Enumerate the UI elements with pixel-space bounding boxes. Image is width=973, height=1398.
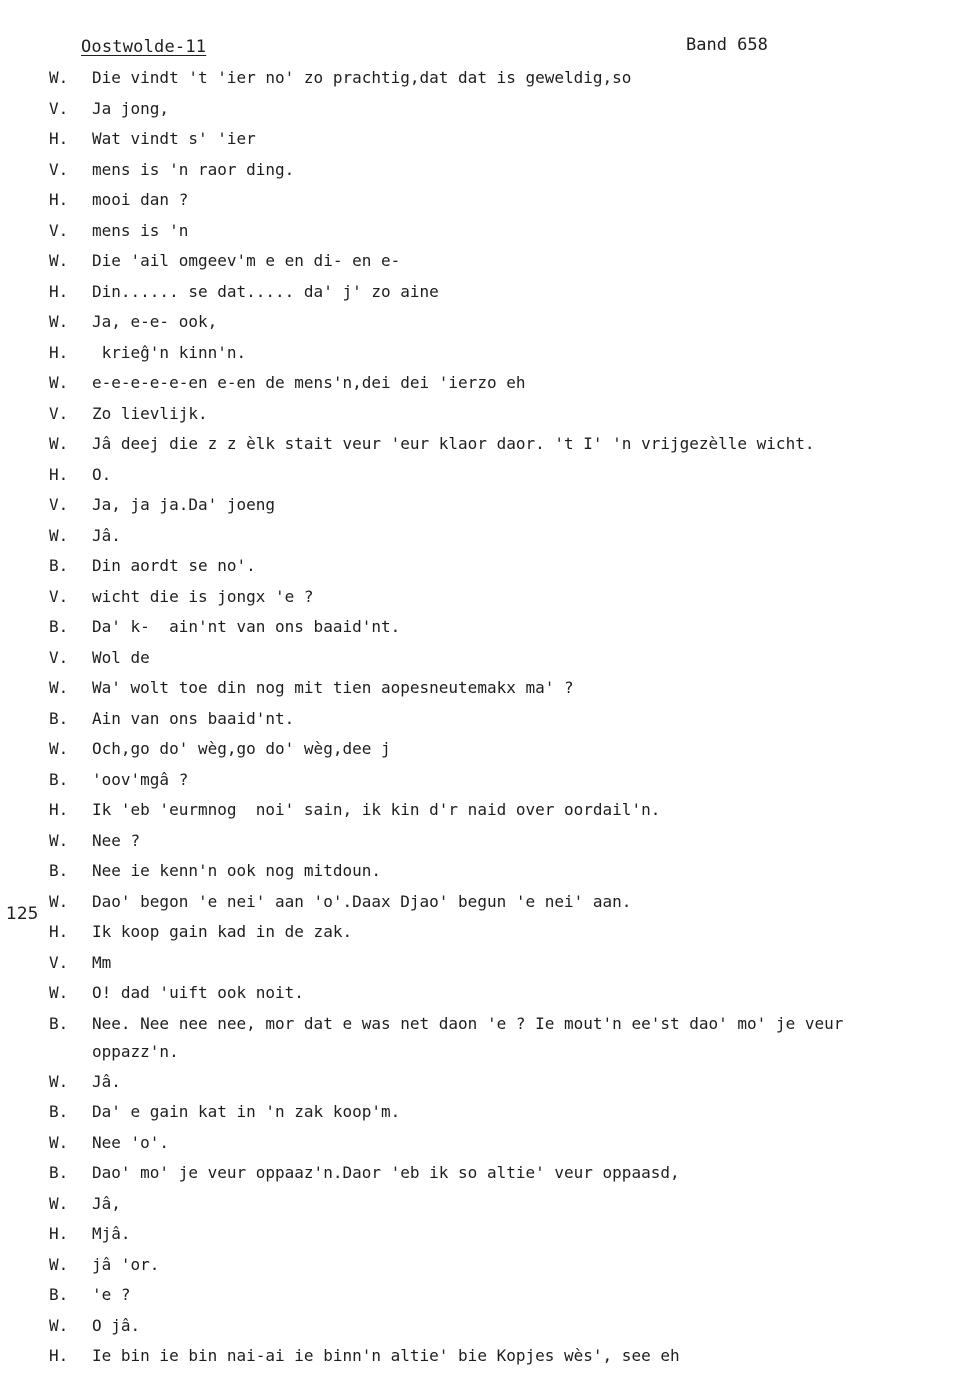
utterance-text: Dao' begon 'e nei' aan 'o'.Daax Djao' begun 'e nei' aan.: [92, 891, 632, 911]
transcript-line: [0, 128, 973, 159]
transcript-line: [0, 311, 973, 342]
speaker-label: W.: [49, 1071, 69, 1091]
transcript-line: [0, 98, 973, 129]
utterance-text: jâ 'or.: [92, 1254, 160, 1274]
utterance-text: Da' k- ain'nt van ons baaid'nt.: [92, 617, 401, 636]
utterance-text: Ja, ja ja.Da' joeng: [92, 495, 276, 514]
utterance-text: 'oov'mgâ ?: [92, 769, 189, 789]
speaker-label: W.: [49, 1315, 69, 1335]
transcript-line: [0, 891, 973, 922]
speaker-label: H.: [49, 281, 69, 301]
utterance-text: Jâ.: [92, 1071, 121, 1091]
utterance-text: Och,go do' wèg,go do' wèg,dee j: [92, 739, 391, 758]
transcript-line: [0, 189, 973, 220]
speaker-label: H.: [49, 464, 69, 484]
transcript-line: [0, 830, 973, 861]
utterance-text: Din...... se dat..... da' j' zo aine: [92, 281, 439, 301]
utterance-text: Nee 'o'.: [92, 1132, 170, 1152]
utterance-text: Jâ deej die z z èlk stait veur 'eur klaor daor. 't I' 'n vrijgezèlle wicht.: [92, 434, 815, 453]
speaker-label: V.: [49, 647, 69, 667]
speaker-label: B.: [49, 1285, 69, 1304]
speaker-label: B.: [49, 1102, 69, 1121]
speaker-label: W.: [49, 830, 69, 850]
transcript-line: [0, 1071, 973, 1102]
utterance-text: Mm: [92, 952, 112, 972]
speaker-label: W.: [49, 891, 69, 911]
transcript-line: [0, 1101, 973, 1132]
transcript-line: [0, 1345, 973, 1376]
utterance-text: mooi dan ?: [92, 190, 189, 209]
utterance-text: Ain van ons baaid'nt.: [92, 708, 295, 728]
speaker-label: B.: [49, 617, 69, 636]
utterance-text: Da' e gain kat in 'n zak koop'm.: [92, 1102, 401, 1121]
transcript-line: [0, 1254, 973, 1285]
utterance-text: wicht die is jongx 'e ?: [92, 586, 314, 606]
utterance-text: Nee ie kenn'n ook nog mitdoun.: [92, 861, 381, 880]
utterance-text: Jâ.: [92, 525, 121, 545]
transcript-line: [0, 159, 973, 190]
speaker-label: W.: [49, 312, 69, 331]
speaker-label: W.: [49, 68, 69, 87]
transcript-line: [0, 67, 973, 98]
speaker-label: B.: [49, 556, 69, 575]
utterance-text: Wol de: [92, 647, 150, 667]
speaker-label: H.: [49, 190, 69, 209]
margin-note: 125: [6, 904, 39, 924]
speaker-label: W.: [49, 1254, 69, 1274]
speaker-label: H.: [49, 800, 69, 819]
utterance-continuation: oppazz'n.: [92, 1041, 179, 1061]
speaker-label: W.: [49, 251, 69, 270]
speaker-label: H.: [49, 1224, 69, 1243]
transcript-line: [0, 647, 973, 678]
transcript-line: [0, 769, 973, 800]
transcript-line: [0, 1223, 973, 1254]
utterance-text: Zo lievlijk.: [92, 403, 208, 423]
transcript-line: [0, 1013, 973, 1071]
transcript-line: [0, 464, 973, 495]
transcript-line: [0, 525, 973, 556]
transcript-line: [0, 616, 973, 647]
speaker-label: W.: [49, 373, 69, 392]
utterance-text: Wat vindt s' 'ier: [92, 129, 256, 148]
utterance-text: Dao' mo' je veur oppaaz'n.Daor 'eb ik so altie' veur oppaasd,: [92, 1163, 680, 1182]
utterance-text: Nee ?: [92, 830, 141, 850]
utterance-text: Ie bin ie bin nai-ai ie binn'n altie' bie Kopjes wès', see eh: [92, 1346, 680, 1365]
speaker-label: B.: [49, 1163, 69, 1182]
transcript-lines: [0, 67, 973, 1376]
speaker-label: H.: [49, 129, 69, 148]
utterance-text: Ik koop gain kad in de zak.: [92, 922, 353, 941]
band-label: Band 658: [686, 35, 768, 55]
speaker-label: H.: [49, 342, 69, 362]
transcript-line: [0, 250, 973, 281]
speaker-label: W.: [49, 739, 69, 758]
speaker-label: V.: [49, 495, 69, 514]
speaker-label: B.: [49, 708, 69, 728]
speaker-label: H.: [49, 922, 69, 941]
transcript-line: [0, 799, 973, 830]
transcript-line: [0, 708, 973, 739]
utterance-text: O! dad 'uift ook noit.: [92, 983, 304, 1002]
transcript-line: [0, 860, 973, 891]
speaker-label: W.: [49, 525, 69, 545]
utterance-text: O.: [92, 464, 112, 484]
transcript-line: [0, 403, 973, 434]
speaker-label: W.: [49, 983, 69, 1002]
speaker-label: W.: [49, 1132, 69, 1152]
document-title: Oostwolde-11: [81, 37, 207, 57]
utterance-text: O jâ.: [92, 1315, 141, 1335]
speaker-label: W.: [49, 434, 69, 453]
transcript-line: [0, 494, 973, 525]
transcript-line: [0, 586, 973, 617]
utterance-text: Ja jong,: [92, 98, 170, 118]
transcript-line: [0, 372, 973, 403]
utterance-text: Nee. Nee nee nee, mor dat e was net daon 'e ? Ie mout'n ee'st dao' mo' je veur: [92, 1013, 844, 1033]
transcript-line: [0, 982, 973, 1013]
speaker-label: V.: [49, 159, 69, 179]
speaker-label: H.: [49, 1346, 69, 1365]
transcript-line: [0, 1162, 973, 1193]
utterance-text: Die 'ail omgeev'm e en di- en e-: [92, 251, 401, 270]
transcript-line: [0, 342, 973, 373]
utterance-text: Mjâ.: [92, 1224, 131, 1243]
speaker-label: W.: [49, 1193, 69, 1213]
utterance-text: e-e-e-e-e-en e-en de mens'n,dei dei 'ierzo eh: [92, 373, 526, 392]
speaker-label: B.: [49, 1013, 69, 1033]
speaker-label: W.: [49, 678, 69, 697]
transcript-line: [0, 433, 973, 464]
speaker-label: V.: [49, 220, 69, 240]
utterance-text: mens is 'n: [92, 220, 189, 240]
transcript-line: [0, 1284, 973, 1315]
speaker-label: V.: [49, 98, 69, 118]
speaker-label: B.: [49, 861, 69, 880]
speaker-label: B.: [49, 769, 69, 789]
transcript-line: [0, 1315, 973, 1346]
transcript-line: [0, 281, 973, 312]
transcript-line: [0, 1132, 973, 1163]
speaker-label: V.: [49, 952, 69, 972]
utterance-text: Ik 'eb 'eurmnog noi' sain, ik kin d'r naid over oordail'n.: [92, 800, 661, 819]
transcript-line: [0, 1193, 973, 1224]
transcript-line: [0, 921, 973, 952]
utterance-text: Din aordt se no'.: [92, 556, 256, 575]
utterance-text: Wa' wolt toe din nog mit tien aopesneutemakx ma' ?: [92, 678, 574, 697]
transcript-line: [0, 677, 973, 708]
utterance-text: Jâ,: [92, 1193, 121, 1213]
transcript-line: [0, 952, 973, 983]
utterance-text: mens is 'n raor ding.: [92, 159, 295, 179]
speaker-label: V.: [49, 586, 69, 606]
utterance-text: 'e ?: [92, 1285, 131, 1304]
speaker-label: V.: [49, 403, 69, 423]
utterance-text: Die vindt 't 'ier no' zo prachtig,dat dat is geweldig,so: [92, 68, 632, 87]
utterance-text: Ja, e-e- ook,: [92, 312, 218, 331]
transcript-line: [0, 220, 973, 251]
transcript-line: [0, 555, 973, 586]
utterance-text: krieĝ'n kinn'n.: [92, 342, 247, 362]
transcript-line: [0, 738, 973, 769]
